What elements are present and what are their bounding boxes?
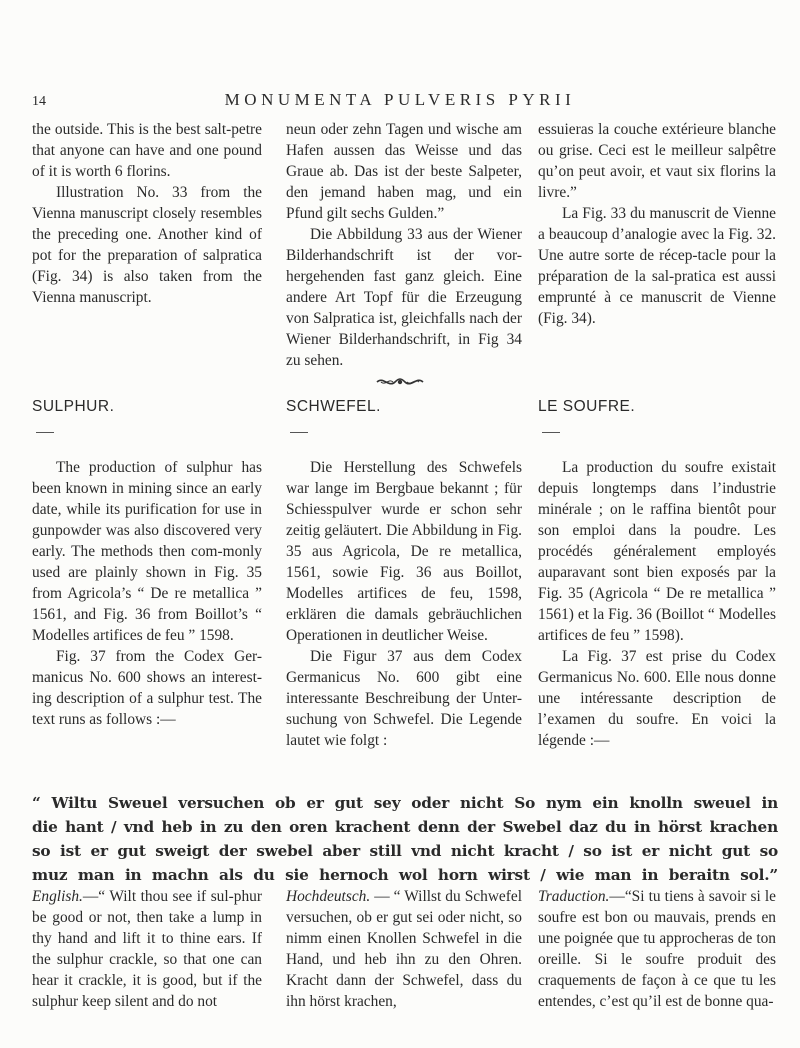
- paragraph: The production of sulphur has been known in mining since an early date, while its purification for use in gunpowder was also discovered very early. The methods then com-monly used are plainly shown in Fig. 35 from Agricola’s “ De re metallica ” 1561, and Fig. 36 from Boillot’s “ Modelles artifices de feu ” 1598.: [32, 459, 262, 644]
- heading-dash: [542, 432, 560, 433]
- paragraph: Illustration No. 33 from the Vienna manuscript closely resembles the preceding one. Another kind of pot for the preparation of salpratica (Fig. 34) is also taken from the Vienna manuscript.: [32, 184, 262, 306]
- heading-dash: [290, 432, 308, 433]
- paragraph: Die Abbildung 33 aus der Wiener Bilderhandschrift ist der vor-hergehenden fast ganz gleich. Eine andere Art Topf für die Erzeugung von Salpratica ist, gleichfalls nach der Wiener Bilderhandschrift, in Fig 34 zu sehen.: [286, 226, 522, 369]
- paragraph: Die Herstellung des Schwefels war lange im Bergbaue bekannt ; für Schiesspulver wurde er schon sehr zeitig geläutert. Die Abbildung in Fig. 35 aus Agricola, De re metallica, 1561, sowie Fig. 36 aus Boillot, Modelles artifices de feu, 1598, erklären die damals gebräuchlichen Operationen in deutlicher Weise.: [286, 459, 522, 644]
- paragraph: La Fig. 37 est prise du Codex Germanicus No. 600. Elle nous donne une intéressante description de l’examen du soufre. En voici la légende :—: [538, 648, 776, 749]
- section-heading-french: LE SOUFRE.: [538, 398, 636, 415]
- translation-text: — “ Willst du Schwefel versuchen, ob er gut sei oder nicht, so nimm einen Knollen Schwefel in die Hand, und heb ihn zu den Ohren. Kracht dann der Schwefel, dass du ihn hörst krachen,: [286, 888, 522, 1010]
- bottom-french-column: [538, 886, 776, 1012]
- paragraph: La Fig. 33 du manuscrit de Vienne a beaucoup d’analogie avec la Fig. 32. Une autre sorte de récep-tacle pour la préparation de la sal-pratica est aussi emprunté à ce manuscrit de Vienne (Fig. 34).: [538, 205, 776, 327]
- paragraph: [538, 886, 776, 1012]
- paragraph: [286, 886, 522, 1012]
- paragraph: La production du soufre existait depuis longtemps dans l’industrie minérale ; on le raffina bientôt pour son emploi dans la poudre. Les procédés généralement employés auparavant sont bien exposés par la Fig. 35 (Agricola “ De re metallica ” 1561) et la Fig. 36 (Boillot “ Modelles artifices de feu ” 1598).: [538, 459, 776, 644]
- language-label: Traduction.: [538, 888, 610, 905]
- printers-flourish-ornament-icon: [375, 375, 425, 389]
- paragraph: neun oder zehn Tagen und wische am Hafen aussen das Weisse und das Graue ab. Das ist der beste Salpeter, den jemand haben mag, und ein Pfund gilt sechs Gulden.”: [286, 121, 522, 222]
- blackletter-quotation: [32, 791, 778, 887]
- quotation-line: muz man in machn als du sie hernoch wol horn wirst / wie man in beraitn sol.”: [32, 866, 778, 884]
- section-heading-english: SULPHUR.: [32, 398, 115, 415]
- running-title: MONUMENTA PULVERIS PYRII: [224, 90, 576, 109]
- heading-dash: [36, 432, 54, 433]
- paragraph: essuieras la couche extérieure blanche ou grise. Ceci est le meilleur salpêtre qu’on peut avoir, et vaut six florins la livre.”: [538, 121, 776, 201]
- paragraph: the outside. This is the best salt-petre that anyone can have and one pound of it is worth 6 florins.: [32, 121, 262, 180]
- quotation-line: “ Wiltu Sweuel versuchen ob er gut sey oder nicht So nym ein knolln sweuel in: [32, 794, 778, 812]
- top-french-column: [538, 119, 776, 329]
- section-heading-german: SCHWEFEL.: [286, 398, 381, 415]
- translation-text: —“Si tu tiens à savoir si le soufre est bon ou mauvais, prends en une poignée que tu approcheras de ton oreille. Si le soufre produit des craquements de façon à ce que tu les entendes, c’est qu’il est de bonne qua-: [538, 888, 776, 1010]
- middle-german-column: [286, 457, 522, 751]
- bottom-english-column: [32, 886, 262, 1012]
- translation-text: —“ Wilt thou see if sul-phur be good or not, then take a lump in thy hand and lift it to thine ears. If the sulphur crackle, so that one can hear it crackle, it is good, but if the sulphur keep silent and do not: [32, 888, 262, 1010]
- paragraph: Fig. 37 from the Codex Ger-manicus No. 600 shows an interest-ing description of a sulphur test. The text runs as follows :—: [32, 648, 262, 728]
- top-english-column: [32, 119, 262, 308]
- language-label: English.: [32, 888, 83, 905]
- quotation-line: so ist er gut sweigt der swebel aber still vnd nicht kracht / so ist er nicht gut so: [32, 842, 778, 860]
- language-label: Hochdeutsch.: [286, 888, 371, 905]
- page-number: 14: [32, 94, 46, 109]
- middle-english-column: [32, 457, 262, 730]
- quotation-line: die hant / vnd heb in zu den oren krachent denn der Swebel daz du in hörst krachen: [32, 818, 778, 836]
- middle-french-column: [538, 457, 776, 751]
- bottom-german-column: [286, 886, 522, 1012]
- top-german-column: [286, 119, 522, 371]
- paragraph: Die Figur 37 aus dem Codex Germanicus No. 600 gibt eine interessante Beschreibung der Unter-suchung von Schwefel. Die Legende lautet wie folgt :: [286, 648, 522, 749]
- paragraph: [32, 886, 262, 1012]
